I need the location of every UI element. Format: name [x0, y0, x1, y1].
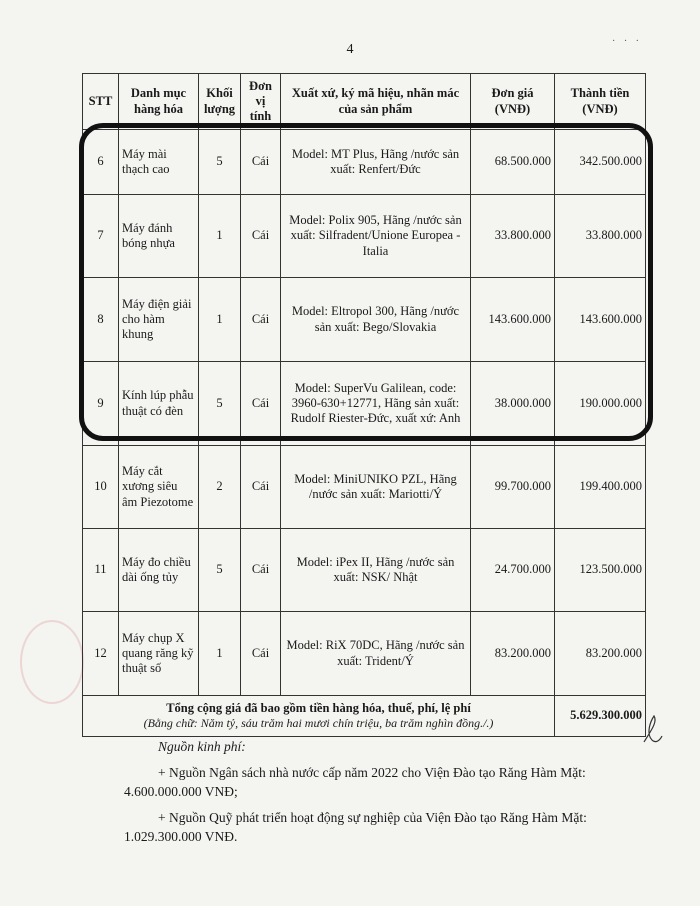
cell-stt: 9 [83, 362, 119, 446]
cell-price: 99.700.000 [471, 446, 555, 529]
total-label-cell [83, 696, 555, 737]
cell-origin: Model: MiniUNIKO PZL, Hãng /nước sản xuất: Mariotti/Ý [281, 446, 471, 529]
cell-stt: 11 [83, 529, 119, 612]
total-in-words: (Bằng chữ: Năm tỷ, sáu trăm hai mươi chín triệu, ba trăm nghìn đồng./.) [143, 716, 494, 731]
total-amount: 5.629.300.000 [555, 696, 646, 737]
header-total: Thành tiền (VNĐ) [555, 74, 646, 130]
total-row [83, 696, 646, 737]
cell-name: Máy cắt xương siêu âm Piezotome [119, 446, 199, 529]
table-row [83, 130, 646, 195]
table-row [83, 278, 646, 362]
cell-total: 123.500.000 [555, 529, 646, 612]
cell-stt: 7 [83, 195, 119, 278]
faint-stamp [20, 620, 84, 704]
cell-price: 143.600.000 [471, 278, 555, 362]
cell-origin: Model: RiX 70DC, Hãng /nước sản xuất: Trident/Ý [281, 612, 471, 696]
cell-origin: Model: SuperVu Galilean, code: 3960-630+12771, Hãng sản xuất: Rudolf Riester-Đức, xuất xứ: Anh [281, 362, 471, 446]
cell-price: 68.500.000 [471, 130, 555, 195]
cell-origin: Model: MT Plus, Hãng /nước sản xuất: Renfert/Đức [281, 130, 471, 195]
header-price: Đơn giá (VNĐ) [471, 74, 555, 130]
table-row [83, 446, 646, 529]
cell-unit: Cái [241, 529, 281, 612]
scan-mark: · · · [612, 36, 642, 47]
cell-qty: 5 [199, 130, 241, 195]
funding-notes [124, 737, 654, 853]
cell-origin: Model: iPex II, Hãng /nước sản xuất: NSK/ Nhật [281, 529, 471, 612]
cell-total: 190.000.000 [555, 362, 646, 446]
header-qty: Khối lượng [199, 74, 241, 130]
cell-stt: 12 [83, 612, 119, 696]
cell-name: Máy mài thạch cao [119, 130, 199, 195]
cell-origin: Model: Polix 905, Hãng /nước sản xuất: Silfradent/Unione Europea -Italia [281, 195, 471, 278]
cell-unit: Cái [241, 130, 281, 195]
cell-total: 342.500.000 [555, 130, 646, 195]
cell-stt: 6 [83, 130, 119, 195]
cell-qty: 1 [199, 195, 241, 278]
table-row [83, 195, 646, 278]
cell-total: 143.600.000 [555, 278, 646, 362]
cell-origin: Model: Eltropol 300, Hãng /nước sản xuất: Bego/Slovakia [281, 278, 471, 362]
cell-total: 83.200.000 [555, 612, 646, 696]
cell-name: Máy đo chiều dài ống tủy [119, 529, 199, 612]
header-unit: Đơn vị tính [241, 74, 281, 130]
cell-name: Máy điện giải cho hàm khung [119, 278, 199, 362]
cell-qty: 1 [199, 612, 241, 696]
cell-name: Máy chụp X quang răng kỹ thuật số [119, 612, 199, 696]
table-row [83, 612, 646, 696]
page-number: 4 [346, 42, 354, 57]
cell-unit: Cái [241, 362, 281, 446]
cell-unit: Cái [241, 278, 281, 362]
cell-qty: 1 [199, 278, 241, 362]
funding-item: + Nguồn Quỹ phát triển hoạt động sự nghiệp của Viện Đào tạo Răng Hàm Mặt: 1.029.300.000 VNĐ. [124, 809, 587, 845]
cell-price: 83.200.000 [471, 612, 555, 696]
table-header-row [83, 74, 646, 130]
cell-total: 199.400.000 [555, 446, 646, 529]
cell-name: Kính lúp phẫu thuật có đèn [119, 362, 199, 446]
cell-qty: 5 [199, 529, 241, 612]
funding-source-title: Nguồn kinh phí: [158, 739, 246, 754]
cell-price: 24.700.000 [471, 529, 555, 612]
cell-unit: Cái [241, 446, 281, 529]
cell-qty: 5 [199, 362, 241, 446]
header-stt: STT [83, 74, 119, 130]
cell-name: Máy đánh bóng nhựa [119, 195, 199, 278]
cell-stt: 8 [83, 278, 119, 362]
funding-item: + Nguồn Ngân sách nhà nước cấp năm 2022 cho Viện Đào tạo Răng Hàm Mặt: 4.600.000.000 VNĐ; [124, 764, 586, 800]
cell-stt: 10 [83, 446, 119, 529]
cell-unit: Cái [241, 195, 281, 278]
cell-total: 33.800.000 [555, 195, 646, 278]
table-row [83, 529, 646, 612]
cell-qty: 2 [199, 446, 241, 529]
total-label: Tổng cộng giá đã bao gồm tiền hàng hóa, thuế, phí, lệ phí [166, 701, 471, 716]
goods-table [82, 73, 646, 737]
header-name: Danh mục hàng hóa [119, 74, 199, 130]
cell-price: 38.000.000 [471, 362, 555, 446]
header-origin: Xuất xứ, ký mã hiệu, nhãn mác của sản phẩm [281, 74, 471, 130]
cell-price: 33.800.000 [471, 195, 555, 278]
cell-unit: Cái [241, 612, 281, 696]
table-row [83, 362, 646, 446]
